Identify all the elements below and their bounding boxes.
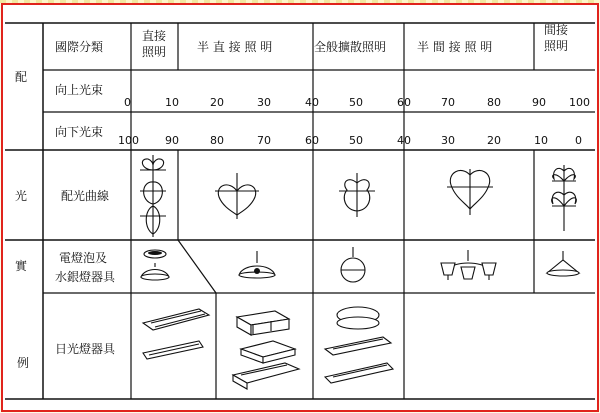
down-tick: 30 [441, 134, 455, 147]
row-label-bulb-fixture-line2: 水銀燈器具 [55, 270, 116, 284]
row-label-bulb-fixture-line1: 電燈泡及 [59, 251, 108, 265]
down-tick: 40 [397, 134, 411, 147]
header-indirect-line1: 間接 [544, 23, 569, 37]
fixture-semi-indirect-chandelier [441, 250, 496, 280]
row-label-fluorescent-fixture: 日光燈器具 [55, 342, 116, 356]
curve-indirect [552, 165, 577, 231]
side-label-distribution-mid: 光 [15, 189, 28, 203]
downward-flux-scale [118, 134, 582, 147]
header-indirect-line2: 照明 [544, 39, 569, 53]
up-tick: 0 [124, 96, 131, 109]
fixture-diffuse-fluorescent [325, 307, 393, 383]
side-label-distribution-top: 配 [15, 70, 28, 84]
up-tick: 10 [165, 96, 179, 109]
curve-semi-direct [215, 173, 259, 219]
header-direct-line2: 照明 [142, 45, 167, 59]
header-semi-indirect: 半 間 接 照 明 [417, 40, 493, 54]
down-tick: 80 [210, 134, 224, 147]
header-direct-line1: 直接 [142, 29, 167, 43]
up-tick: 30 [257, 96, 271, 109]
upward-flux-scale [124, 96, 590, 109]
up-tick: 50 [349, 96, 363, 109]
down-tick: 50 [349, 134, 363, 147]
up-tick: 70 [441, 96, 455, 109]
down-tick: 90 [165, 134, 179, 147]
fixture-direct-fluorescent [143, 309, 209, 359]
fixture-indirect-bowl [547, 251, 579, 276]
header-diffuse: 全般擴散照明 [314, 40, 387, 54]
up-tick: 40 [305, 96, 319, 109]
fixture-diffuse-bulb [341, 247, 365, 282]
down-tick: 20 [487, 134, 501, 147]
side-label-examples-top: 實 [15, 259, 28, 273]
down-tick: 60 [305, 134, 319, 147]
lighting-classification-table [3, 5, 595, 407]
row-label-upward-flux: 向上光束 [55, 83, 104, 97]
down-tick: 70 [257, 134, 271, 147]
side-label-examples-bottom: 例 [17, 356, 30, 370]
fixture-direct-bulb [141, 250, 169, 280]
curve-direct [140, 155, 166, 237]
header-semi-direct: 半 直 接 照 明 [197, 40, 273, 54]
down-tick: 100 [118, 134, 139, 147]
up-tick: 80 [487, 96, 501, 109]
curve-diffuse [339, 173, 375, 217]
up-tick: 90 [532, 96, 546, 109]
row-label-downward-flux: 向下光束 [55, 125, 104, 139]
header-category: 國際分類 [55, 40, 104, 54]
fixture-semi-direct-bulb [239, 251, 275, 278]
up-tick: 60 [397, 96, 411, 109]
down-tick: 0 [575, 134, 582, 147]
row-label-distribution-curve: 配光曲線 [61, 189, 110, 203]
up-tick: 20 [210, 96, 224, 109]
down-tick: 10 [534, 134, 548, 147]
fixture-semi-direct-fluorescent [233, 311, 299, 389]
up-tick: 100 [569, 96, 590, 109]
curve-semi-indirect [447, 169, 493, 215]
